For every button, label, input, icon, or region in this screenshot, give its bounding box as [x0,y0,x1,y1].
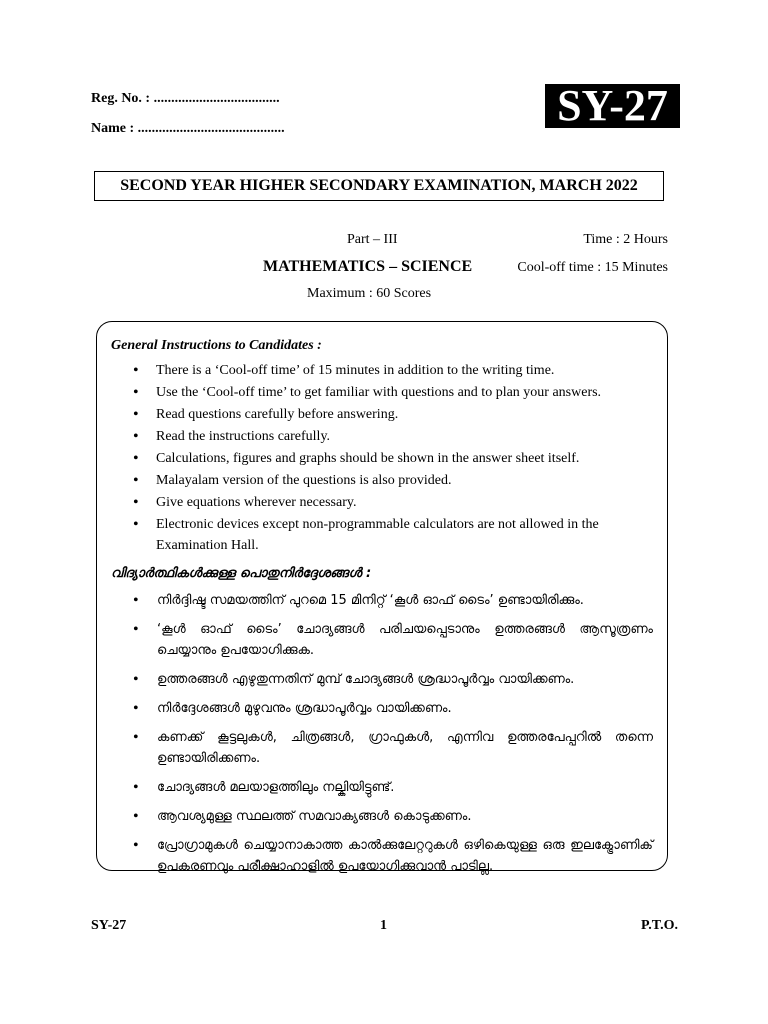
english-instructions-list [133,360,643,557]
name-field: Name : .......................................... [91,121,285,136]
list-item: • Electronic devices except non-programmable calculators are not allowed in the Examination Hall. [133,514,643,556]
malayalam-instructions-list [133,590,653,877]
exam-title: SECOND YEAR HIGHER SECONDARY EXAMINATION, MARCH 2022 [94,171,664,201]
list-item: • Calculations, figures and graphs should be shown in the answer sheet itself. [133,448,643,469]
list-item: • ആവശ്യമുള്ള സ്ഥലത്ത് സമവാക്യങ്ങൾ കൊടുക്കണം. [133,806,653,827]
instructions-box [96,321,668,874]
list-item: • There is a ‘Cool-off time’ of 15 minutes in addition to the writing time. [133,360,643,381]
list-item: • നിർദ്ദിഷ്ട സമയത്തിന് പുറമെ 15 മിനിറ്റ് ‘കൂൾ ഓഫ് ടൈം’ ഉണ്ടായിരിക്കും. [133,590,653,611]
english-instructions-title: General Instructions to Candidates : [111,338,322,353]
list-item: • പ്രോഗ്രാമുകൾ ചെയ്യാനാകാത്ത കാൽക്കുലേറ്ററുകൾ ഒഴികെയുള്ള ഒരു ഇലക്ട്രോണിക് ഉപകരണവും പരീക്ഷാഹാളിൽ ഉപയോഗിക്കുവാൻ പാടില്ല. [133,835,653,877]
page-number: 1 [380,918,387,933]
reg-no-field: Reg. No. : .................................... [91,91,280,106]
list-item: • Malayalam version of the questions is also provided. [133,470,643,491]
maximum-score-label: Maximum : 60 Scores [307,286,432,301]
malayalam-instructions-title: വിദ്യാർത്ഥികൾക്കുള്ള പൊതുനിർദ്ദേശങ്ങൾ : [111,566,372,581]
list-item: • നിർദ്ദേശങ്ങൾ മുഴുവനും ശ്രദ്ധാപൂർവ്വം വായിക്കണം. [133,698,653,719]
list-item: • ‘കൂൾ ഓഫ് ടൈം’ ചോദ്യങ്ങൾ പരിചയപ്പെടാനും ഉത്തരങ്ങൾ ആസൂത്രണം ചെയ്യാനും ഉപയോഗിക്കുക. [133,619,653,661]
list-item: • കണക്ക് കൂട്ടലുകൾ, ചിത്രങ്ങൾ, ഗ്രാഫുകൾ, എന്നിവ ഉത്തരപേപ്പറിൽ തന്നെ ഉണ്ടായിരിക്കണം. [133,727,653,769]
time-label: Time : 2 Hours [583,232,668,247]
list-item: • Read the instructions carefully. [133,426,643,447]
part-label: Part – III [347,232,398,247]
paper-code-badge: SY-27 [545,84,680,128]
footer-code: SY-27 [91,918,127,933]
list-item: • Use the ‘Cool-off time’ to get familiar with questions and to plan your answers. [133,382,643,403]
list-item: • Give equations wherever necessary. [133,492,643,513]
cool-off-label: Cool-off time : 15 Minutes [517,260,668,275]
subject-title: MATHEMATICS – SCIENCE [263,258,473,275]
pto-label: P.T.O. [641,918,678,933]
list-item: • ചോദ്യങ്ങൾ മലയാളത്തിലും നല്കിയിട്ടുണ്ട്. [133,777,653,798]
list-item: • Read questions carefully before answering. [133,404,643,425]
list-item: • ഉത്തരങ്ങൾ എഴുതുന്നതിന് മുമ്പ് ചോദ്യങ്ങൾ ശ്രദ്ധാപൂർവ്വം വായിക്കണം. [133,669,653,690]
